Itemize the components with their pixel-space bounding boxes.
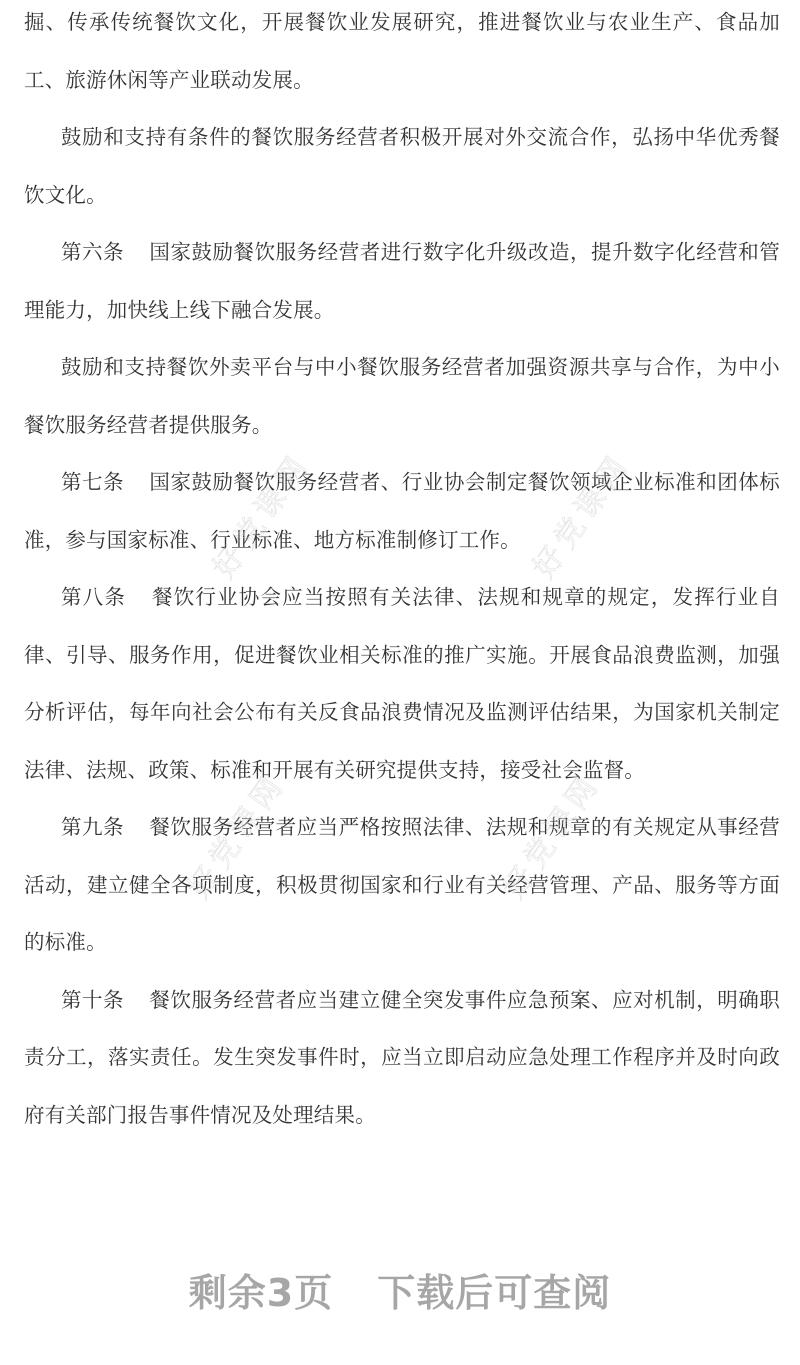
article-text: 餐饮行业协会应当按照有关法律、法规和规章的规定，发挥行业自律、引导、服务作用，促进餐饮业相关标准的推广实施。开展食品浪费监测，加强分析评估，每年向社会公布有关反食品浪费情况及监测评估结果，为国家机关制定法律、法规、政策、标准和开展有关研究提供支持，接受社会监督。 (24, 585, 780, 782)
remaining-pages-banner[interactable] (0, 1262, 800, 1317)
article-number: 第九条 (61, 815, 125, 839)
watermark: 好党课网 (526, 446, 638, 585)
article-number: 第六条 (61, 240, 125, 264)
article-10 (24, 972, 780, 1145)
article-text: 国家鼓励餐饮服务经营者进行数字化升级改造，提升数字化经营和管理能力，加快线上线下融合发展。 (24, 240, 780, 322)
article-8 (24, 569, 780, 799)
paragraph-continued (24, 0, 780, 109)
article-6 (24, 224, 780, 339)
article-number: 第十条 (61, 987, 125, 1012)
document-page (24, 0, 780, 1144)
article-text: 国家鼓励餐饮服务经营者、行业协会制定餐饮领域企业标准和团体标准，参与国家标准、行业标准、地方标准制修订工作。 (24, 470, 780, 552)
paragraph-text: 鼓励和支持餐饮外卖平台与中小餐饮服务经营者加强资源共享与合作，为中小餐饮服务经营者提供服务。 (24, 355, 780, 437)
article-number: 第七条 (61, 470, 125, 494)
download-to-view-label[interactable]: 下载后可查阅 (377, 1271, 612, 1315)
paragraph (24, 339, 780, 454)
article-text: 餐饮服务经营者应当严格按照法律、法规和规章的有关规定从事经营活动，建立健全各项制度，积极贯彻国家和行业有关经营管理、产品、服务等方面的标准。 (24, 815, 780, 954)
watermark: 好党课网 (496, 766, 608, 905)
article-text: 餐饮服务经营者应当建立健全突发事件应急预案、应对机制，明确职责分工，落实责任。发生突发事件时，应当立即启动应急处理工作程序并及时向政府有关部门报告事件情况及处理结果。 (24, 987, 780, 1127)
article-9 (24, 799, 780, 972)
watermark: 好党课网 (206, 446, 318, 585)
paragraph-text: 鼓励和支持有条件的餐饮服务经营者积极开展对外交流合作，弘扬中华优秀餐饮文化。 (24, 125, 780, 207)
paragraph-text: 掘、传承传统餐饮文化，开展餐饮业发展研究，推进餐饮业与农业生产、食品加工、旅游休闲等产业联动发展。 (24, 10, 780, 92)
remaining-pages-label: 剩余3页 (188, 1271, 334, 1315)
watermark: 好党课网 (181, 766, 293, 905)
article-number: 第八条 (61, 585, 127, 609)
paragraph (24, 109, 780, 224)
article-7 (24, 454, 780, 569)
